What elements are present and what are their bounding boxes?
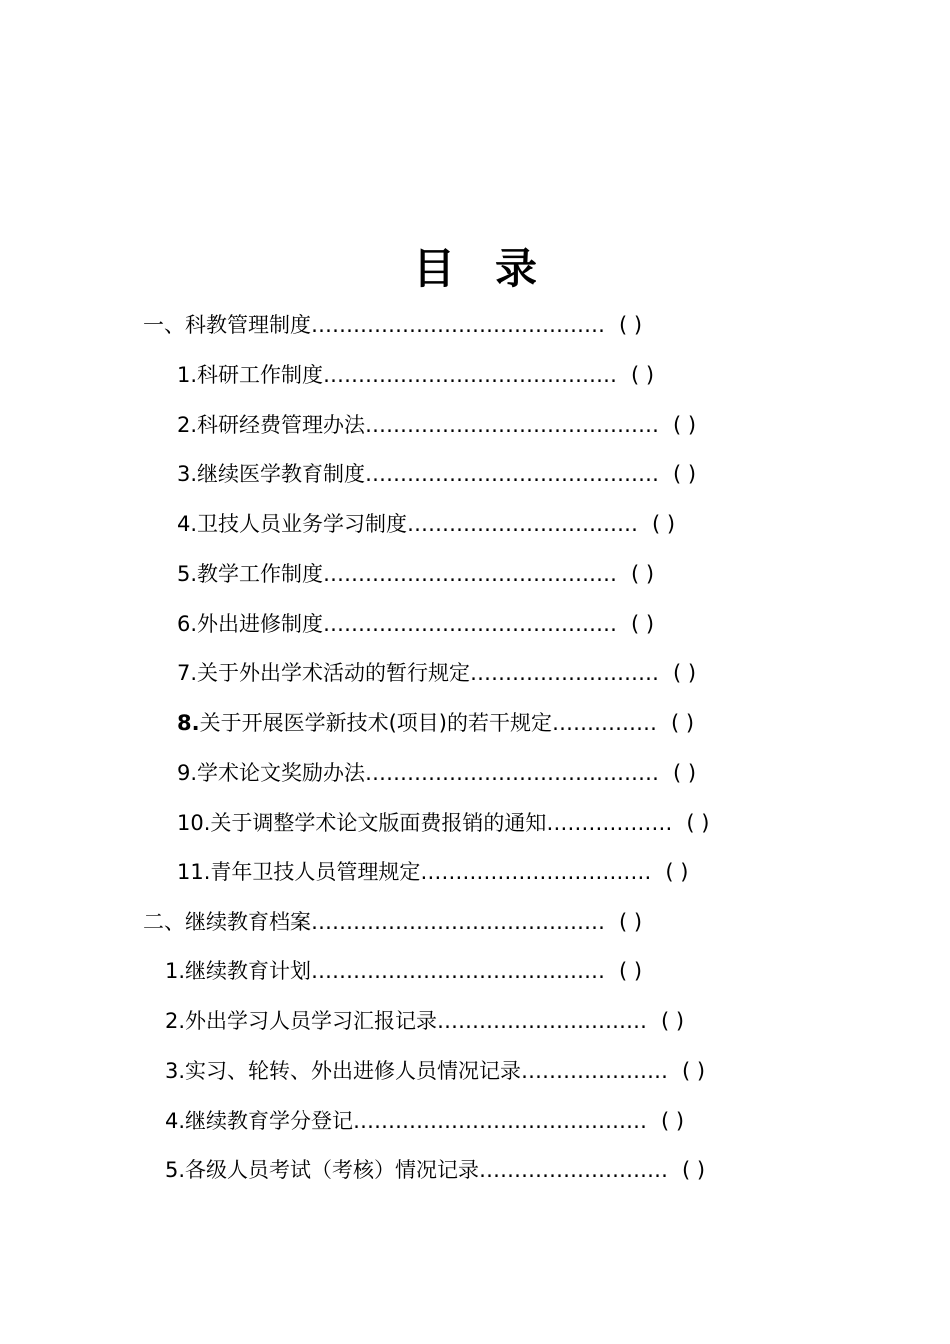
toc-leader-dots: …………………………………… [353,1109,648,1133]
toc-page-paren: ( ) [673,761,697,785]
toc-entry[interactable] [177,807,709,839]
toc-page-paren: ( ) [652,512,676,536]
toc-entry-text: 5.各级人员考试（考核）情况记录 [165,1158,480,1182]
toc-leader-dots: …………………………………… [365,761,660,785]
toc-entry[interactable] [165,1154,705,1186]
toc-entry-text: 1.科研工作制度 [177,363,324,387]
toc-entry[interactable] [177,359,654,391]
toc-entry-text: 4.卫技人员业务学习制度 [177,512,408,536]
toc-leader-dots: …………………………………… [323,562,618,586]
toc-page-paren: ( ) [665,860,689,884]
toc-entry[interactable] [177,608,654,640]
toc-page-paren: ( ) [670,711,695,735]
toc-entry[interactable] [177,757,696,789]
toc-page-paren: ( ) [631,363,655,387]
toc-page-paren: ( ) [619,313,643,337]
toc-entry[interactable] [165,1055,705,1087]
toc-entry[interactable] [177,856,688,888]
toc-entry[interactable] [177,508,675,540]
toc-entry[interactable] [165,1005,684,1037]
toc-page-paren: ( ) [619,959,643,983]
toc-entry-text: 关于开展医学新技术(项目)的若干规定 [199,711,552,735]
toc-entry-text: 10.关于调整学术论文版面费报销的通知 [177,811,547,835]
toc-page-paren: ( ) [631,612,655,636]
toc-leader-dots: …………… [551,711,657,735]
toc-leader-dots: …………………………………… [311,313,605,337]
toc-leader-dots: ……………………… [470,661,660,685]
toc-entry[interactable] [165,1105,684,1137]
toc-entry-text: 5.教学工作制度 [177,562,324,586]
toc-entry-text: 一、科教管理制度 [143,313,311,337]
toc-entry-text: 2.外出学习人员学习汇报记录 [165,1009,438,1033]
toc-entry[interactable] [177,558,654,590]
toc-page-paren: ( ) [686,811,710,835]
toc-leader-dots: ………………………… [437,1009,648,1033]
toc-page-paren: ( ) [673,661,697,685]
toc-page-paren: ( ) [661,1009,685,1033]
toc-leader-dots: …………………………… [420,860,652,884]
toc-page-paren: ( ) [661,1109,685,1133]
toc-entry-text: 6.外出进修制度 [177,612,324,636]
toc-entry[interactable] [165,955,642,987]
toc-entry-number: 8. [177,711,200,735]
toc-page-paren: ( ) [682,1158,706,1182]
toc-entry[interactable] [143,309,642,341]
toc-entry-text: 9.学术论文奖励办法 [177,761,366,785]
toc-leader-dots: …………………………………… [323,363,618,387]
toc-leader-dots: ………………… [521,1059,669,1083]
page-title: 目录 [412,244,577,293]
toc-leader-dots: …………………………………… [311,959,606,983]
toc-entry-text: 1.继续教育计划 [165,959,312,983]
toc-entry-text: 二、继续教育档案 [143,910,311,934]
toc-entry[interactable] [177,458,696,490]
toc-entry[interactable] [143,906,642,938]
toc-leader-dots: …………………………… [407,512,639,536]
toc-leader-dots: ……………… [546,811,673,835]
toc-entry-text: 7.关于外出学术活动的暂行规定 [177,661,471,685]
toc-entry[interactable] [177,707,694,739]
toc-leader-dots: …………………………………… [323,612,618,636]
toc-leader-dots: …………………………………… [365,462,660,486]
toc-page-paren: ( ) [631,562,655,586]
toc-entry-text: 3.实习、轮转、外出进修人员情况记录 [165,1059,522,1083]
toc-page-paren: ( ) [682,1059,706,1083]
toc-leader-dots: …………………………………… [365,413,660,437]
toc-leader-dots: …………………………………… [311,910,605,934]
toc-entry[interactable] [177,657,696,689]
toc-leader-dots: ……………………… [479,1158,669,1182]
toc-entry[interactable] [177,409,696,441]
toc-entry-text: 2.科研经费管理办法 [177,413,366,437]
toc-page-paren: ( ) [673,462,697,486]
toc-page-paren: ( ) [673,413,697,437]
toc-page-paren: ( ) [619,910,643,934]
toc-entry-text: 4.继续教育学分登记 [165,1109,354,1133]
toc-entry-text: 3.继续医学教育制度 [177,462,366,486]
toc-entry-text: 11.青年卫技人员管理规定 [177,860,421,884]
